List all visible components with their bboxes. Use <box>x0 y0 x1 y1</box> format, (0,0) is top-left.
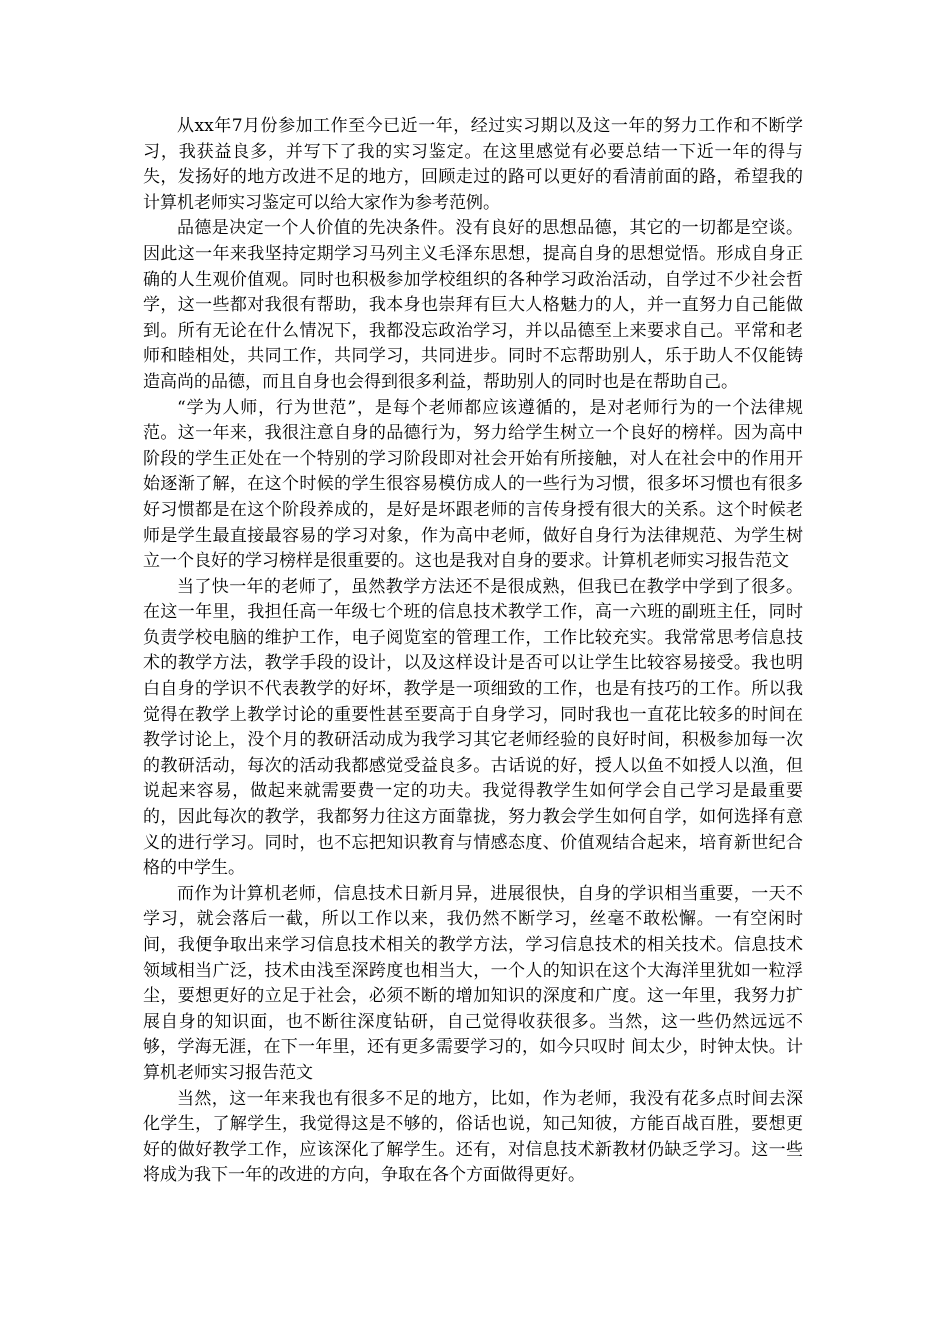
paragraph-intro: 从xx年7月份参加工作至今已近一年，经过实习期以及这一年的努力工作和不断学习，我获益良多，并写下了我的实习鉴定。在这里感觉有必要总结一下近一年的得与失，发扬好的地方改进不足的地方，回顾走过的路可以更好的看清前面的路，希望我的计算机老师实习鉴定可以给大家作为参考范例。 <box>143 116 803 213</box>
paragraph-continuous-learning: 而作为计算机老师，信息技术日新月异，进展很快，自身的学识相当重要，一天不学习，就会落后一截，所以工作以来，我仍然不断学习，丝毫不敢松懈。一有空闲时间，我便争取出来学习信息技术相关的教学方法，学习信息技术的相关技术。信息技术领域相当广泛，技术由浅至深跨度也相当大，一个人的知识在这个大海洋里犹如一粒浮尘，要想更好的立足于社会，必须不断的增加知识的深度和广度。这一年里，我努力扩展自身的知识面，也不断往深度钻研，自己觉得收获很多。当然，这一些仍然远远不够，学海无涯，在下一年里，还有更多需要学习的，如今只叹时 间太少，时钟太快。计算机老师实习报告范文 <box>143 883 803 1083</box>
document-body <box>143 114 803 1189</box>
paragraph-moral-character: 品德是决定一个人价值的先决条件。没有良好的思想品德，其它的一切都是空谈。因此这一年来我坚持定期学习马列主义毛泽东思想，提高自身的思想觉悟。形成自身正确的人生观价值观。同时也积极参加学校组织的各种学习政治活动，自学过不少社会哲学，这一些都对我很有帮助，我本身也崇拜有巨大人格魅力的人，并一直努力自己能做到。所有无论在什么情况下，我都没忘政治学习，并以品德至上来要求自己。平常和老师和睦相处，共同工作，共同学习，共同进步。同时不忘帮助别人，乐于助人不仅能铸造高尚的品德，而且自身也会得到很多利益，帮助别人的同时也是在帮助自己。 <box>143 218 803 392</box>
paragraph-role-model: “学为人师，行为世范”，是每个老师都应该遵循的，是对老师行为的一个法律规范。这一年来，我很注意自身的品德行为，努力给学生树立一个良好的榜样。因为高中阶段的学生正处在一个特别的学习阶段即对社会开始有所接触，对人在社会中的作用开始逐渐了解，在这个时候的学生很容易模仿成人的一些行为习惯，很多坏习惯也有很多好习惯都是在这个阶段养成的，是好是坏跟老师的言传身授有很大的关系。这个时候老师是学生最直接最容易的学习对象，作为高中老师，做好自身行为法律规范、为学生树立一个良好的学习榜样是很重要的。这也是我对自身的要求。计算机老师实习报告范文 <box>143 397 803 572</box>
paragraph-teaching-work: 当了快一年的老师了，虽然教学方法还不是很成熟，但我已在教学中学到了很多。在这一年里，我担任高一年级七个班的信息技术教学工作，高一六班的副班主任，同时负责学校电脑的维护工作，电子阅览室的管理工作，工作比较充实。我常常思考信息技术的教学方法，教学手段的设计，以及这样设计是否可以让学生比较容易接受。我也明白自身的学识不代表教学的好坏，教学是一项细致的工作，也是有技巧的工作。所以我觉得在教学上教学讨论的重要性甚至要高于自身学习，同时我也一直花比较多的时间在教学讨论上，没个月的教研活动成为我学习其它老师经验的良好时间，积极参加每一次的教研活动，每次的活动我都感觉受益良多。古话说的好，授人以鱼不如授人以渔，但说起来容易，做起来就需要费一定的功夫。我觉得教学生如何学会自己学习是最重要的，因此每次的教学，我都努力往这方面靠拢，努力教会学生如何自学，如何选择有意义的进行学习。同时，也不忘把知识教育与情感态度、价值观结合起来，培育新世纪合格的中学生。 <box>143 576 803 879</box>
paragraph-shortcomings: 当然，这一年来我也有很多不足的地方，比如，作为老师，我没有花多点时间去深化学生，了解学生，我觉得这是不够的，俗话也说，知己知彼，方能百战百胜，要想更好的做好教学工作，应该深化了解学生。还有，对信息技术新教材仍缺乏学习。这一些将成为我下一年的改进的方向，争取在各个方面做得更好。 <box>143 1088 803 1186</box>
